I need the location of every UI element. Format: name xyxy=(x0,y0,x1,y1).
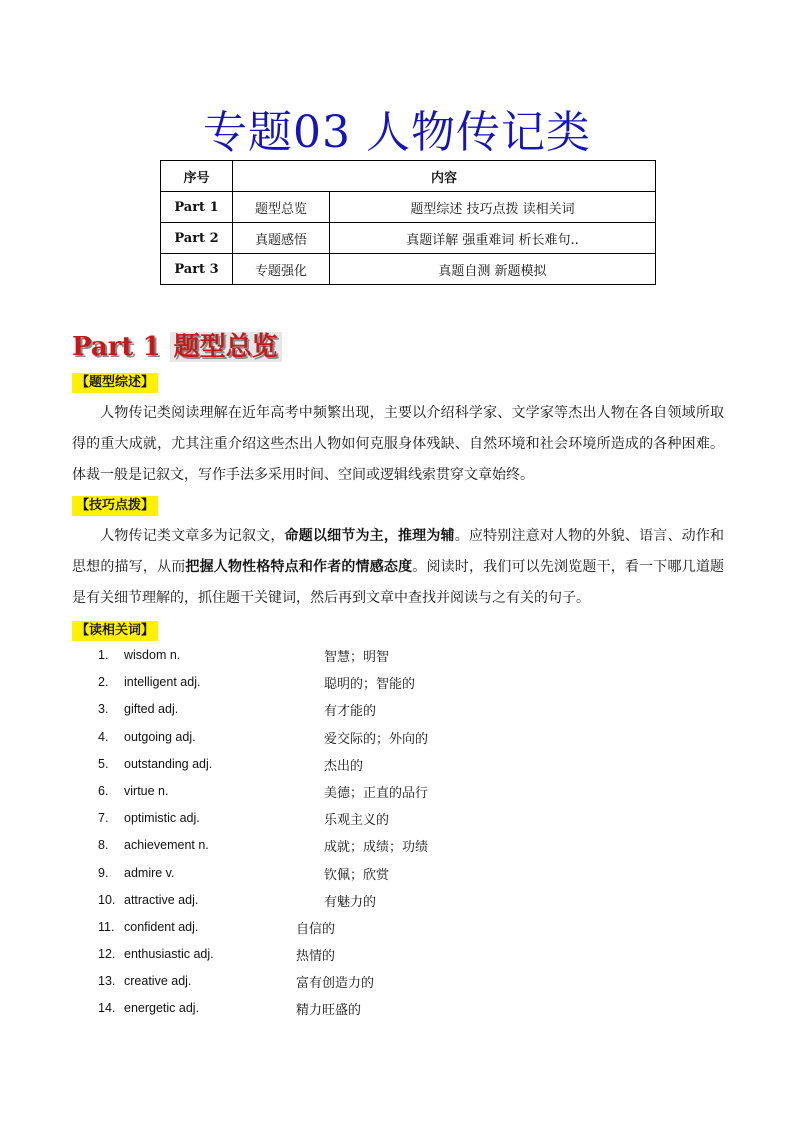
page-title: 专题03 人物传记类 xyxy=(203,107,591,158)
item-meaning: 热情的 xyxy=(296,949,336,965)
item-num: 4. xyxy=(98,729,109,744)
item-word: admire v. xyxy=(124,865,175,880)
item-meaning: 富有创造力的 xyxy=(296,976,375,992)
part1-heading-num: Part 1 xyxy=(72,332,161,362)
list-item xyxy=(98,889,698,916)
overview-label: 【题型综述】 xyxy=(72,373,158,393)
item-num: 7. xyxy=(98,811,109,826)
item-meaning: 成就；成绩；功绩 xyxy=(324,840,429,856)
item-word: wisdom n. xyxy=(124,648,181,662)
row-content: 真题详解 强重难词 析长难句.. xyxy=(330,223,656,254)
list-item xyxy=(98,726,698,753)
vocab-label: 【读相关词】 xyxy=(72,621,158,641)
item-num: 9. xyxy=(98,865,109,880)
item-num: 2. xyxy=(98,675,109,690)
vocab-list xyxy=(98,644,698,1025)
header-seq: 序号 xyxy=(161,161,233,192)
table-row xyxy=(161,223,656,254)
item-num: 10. xyxy=(98,892,116,907)
item-meaning: 杰出的 xyxy=(324,758,364,774)
row-content: 题型综述 技巧点拨 读相关词 xyxy=(330,192,656,223)
row-content: 真题自测 新题模拟 xyxy=(330,254,656,285)
tips-paragraph xyxy=(72,521,724,614)
item-word: enthusiastic adj. xyxy=(124,947,214,962)
tips-text-1: 人物传记类文章多为记叙文， xyxy=(100,528,285,544)
item-meaning: 自信的 xyxy=(296,921,336,937)
tips-bold-1: 命题以细节为主，推理为辅 xyxy=(284,528,455,544)
item-meaning: 智慧；明智 xyxy=(324,650,390,665)
item-num: 6. xyxy=(98,783,109,798)
item-num: 5. xyxy=(98,756,109,771)
row-name: 题型总览 xyxy=(233,192,330,223)
row-num: Part 3 xyxy=(161,254,233,285)
table-row xyxy=(161,254,656,285)
item-meaning: 钦佩；欣赏 xyxy=(324,867,390,883)
item-word: attractive adj. xyxy=(124,892,199,907)
list-item xyxy=(98,644,698,671)
item-meaning: 有才能的 xyxy=(324,704,377,720)
list-item xyxy=(98,943,698,970)
item-word: virtue n. xyxy=(124,783,169,798)
overview-paragraph xyxy=(72,398,724,491)
table-header-row xyxy=(161,161,656,192)
item-num: 1. xyxy=(98,648,109,662)
tips-label: 【技巧点拨】 xyxy=(72,496,158,516)
item-num: 8. xyxy=(98,838,109,853)
item-word: confident adj. xyxy=(124,919,199,934)
item-num: 11. xyxy=(98,919,115,934)
item-word: outgoing adj. xyxy=(124,729,196,744)
part1-heading-text: 题型总览 xyxy=(170,332,282,362)
item-meaning: 精力旺盛的 xyxy=(296,1003,362,1019)
item-num: 3. xyxy=(98,702,109,717)
tips-text-2: 。应特别注意对人物的外貌、语言、动作和思想的描写，从而 xyxy=(72,528,725,575)
item-word: gifted adj. xyxy=(124,702,179,717)
list-item xyxy=(98,807,698,834)
item-num: 14. xyxy=(98,1001,116,1016)
item-meaning: 爱交际的；外向的 xyxy=(324,731,429,747)
list-item xyxy=(98,997,698,1024)
tips-bold-2: 把握人物性格特点和作者的情感态度 xyxy=(185,559,413,575)
row-name: 专题强化 xyxy=(233,254,330,285)
list-item xyxy=(98,753,698,780)
item-word: optimistic adj. xyxy=(124,811,200,826)
item-meaning: 聪明的；智能的 xyxy=(324,677,416,693)
list-item xyxy=(98,780,698,807)
row-name: 真题感悟 xyxy=(233,223,330,254)
list-item xyxy=(98,916,698,943)
item-word: achievement n. xyxy=(124,838,209,853)
item-word: creative adj. xyxy=(124,974,192,989)
item-num: 12. xyxy=(98,947,116,962)
part1-heading xyxy=(72,326,282,366)
item-word: intelligent adj. xyxy=(124,675,201,690)
list-item xyxy=(98,834,698,861)
item-word: energetic adj. xyxy=(124,1001,200,1016)
header-content: 内容 xyxy=(233,161,656,192)
list-item xyxy=(98,671,698,698)
item-meaning: 美德；正直的品行 xyxy=(324,785,429,801)
list-item xyxy=(98,862,698,889)
row-num: Part 1 xyxy=(161,192,233,223)
list-item xyxy=(98,970,698,997)
tips-text-3: 。阅读时，我们可以先浏览题干，看一下哪几道题是有关细节理解的，抓住题干关键词，然后再到文章中查找并阅读与之有关的句子。 xyxy=(72,559,724,606)
overview-text: 人物传记类阅读理解在近年高考中频繁出现，主要以介绍科学家、文学家等杰出人物在各自领域所取得的重大成就，尤其注重介绍这些杰出人物如何克服身体残缺、自然环境和社会环境所造成的各种困难。体裁一般是记叙文，写作手法多采用时间、空间或逻辑线索贯穿文章始终。 xyxy=(72,405,724,483)
list-item xyxy=(98,698,698,725)
item-num: 13. xyxy=(98,974,116,989)
item-word: outstanding adj. xyxy=(124,756,213,771)
item-meaning: 有魅力的 xyxy=(324,894,377,910)
table-row xyxy=(161,192,656,223)
item-meaning: 乐观主义的 xyxy=(324,813,390,829)
row-num: Part 2 xyxy=(161,223,233,254)
contents-table xyxy=(160,160,656,285)
